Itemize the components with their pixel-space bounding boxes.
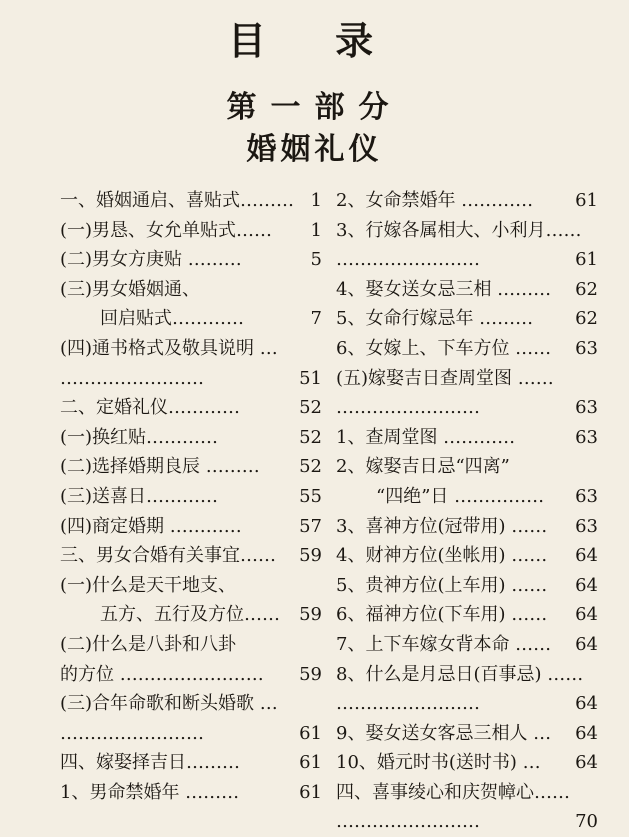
toc-entry-page: 63 — [575, 397, 598, 419]
toc-entry — [60, 423, 322, 453]
toc-entry-page: 59 — [299, 663, 322, 685]
toc-entry-text: 2、女命禁婚年 ………… — [336, 190, 534, 211]
toc-entry — [336, 216, 598, 246]
toc-entry-text: (二)选择婚期良辰 ……… — [60, 456, 260, 478]
toc-entry — [60, 512, 322, 542]
toc-entry — [336, 275, 598, 305]
toc-entry — [336, 423, 598, 453]
toc-entry-text: 5、女命行嫁忌年 ……… — [336, 308, 534, 330]
toc-entry-text: …………………… — [60, 722, 204, 744]
toc-entry — [60, 364, 322, 394]
toc-entry-text: (三)合年命歌和断头婚歌 … — [60, 693, 278, 715]
toc-entry — [336, 304, 598, 334]
toc-entry-page: 63 — [575, 426, 598, 448]
toc-entry — [336, 364, 598, 394]
toc-entry — [60, 630, 322, 660]
chapter-heading: 婚姻礼仪 — [246, 132, 383, 167]
toc-entry-page: 52 — [299, 456, 322, 478]
toc-entry-page: 59 — [299, 604, 322, 626]
toc-entry-text: 1、男命禁婚年 ……… — [60, 781, 240, 803]
part-heading: 第一部分 — [226, 90, 403, 125]
toc-entry-text: 4、娶女送女忌三相 ……… — [336, 278, 552, 300]
toc-entry-text: “四绝”日 …………… — [376, 485, 545, 507]
toc-entry — [60, 689, 322, 719]
toc-entry-text: (三)送喜日………… — [60, 485, 219, 507]
toc-entry-text: 6、福神方位(下车用) …… — [336, 604, 548, 626]
toc-entry — [60, 452, 322, 482]
toc-entry-text: 二、定婚礼仪………… — [60, 397, 240, 419]
toc-entry — [60, 482, 322, 512]
toc-entry-text: (一)换红贴………… — [60, 426, 219, 448]
toc-entry-text: 3、喜神方位(冠带用) …… — [336, 515, 548, 537]
toc-entry-page: 61 — [299, 722, 322, 744]
toc-entry-text: 6、女嫁上、下车方位 …… — [336, 337, 552, 359]
toc-entry-page: 70 — [575, 811, 598, 833]
toc-entry-text: 三、男女合婚有关事宜…… — [60, 545, 276, 567]
toc-entry-page: 63 — [575, 337, 598, 359]
toc-entry-page: 57 — [299, 515, 322, 537]
toc-entry — [60, 748, 322, 778]
toc-entry — [336, 600, 598, 630]
toc-entry — [60, 304, 322, 334]
toc-entry-page: 62 — [575, 308, 598, 330]
toc-entry — [336, 807, 598, 837]
toc-entry-page: 1 — [310, 219, 322, 241]
toc-entry-page: 64 — [575, 633, 598, 655]
toc-entry — [60, 334, 322, 364]
toc-entry-page: 62 — [575, 278, 598, 300]
toc-entry-text: …………………… — [336, 249, 480, 271]
toc-entry-text: (一)男恳、女允单贴式…… — [60, 219, 273, 241]
toc-entry-text: 2、嫁娶吉日忌“四离” — [336, 456, 510, 478]
toc-entry-text: (五)嫁娶吉日查周堂图 …… — [336, 367, 554, 389]
toc-entry-text: …………………… — [336, 693, 480, 715]
toc-entry — [336, 541, 598, 571]
toc-entry — [336, 778, 598, 808]
toc-entry-text: 四、嫁娶择吉日……… — [60, 752, 240, 774]
toc-entry-text: …………………… — [336, 811, 480, 833]
toc-entry — [336, 660, 598, 690]
toc-entry — [60, 600, 322, 630]
toc-entry-page: 61 — [575, 190, 598, 211]
toc-entry-text: (四)商定婚期 ………… — [60, 515, 242, 537]
toc-entry — [60, 778, 322, 808]
toc-entry-page: 64 — [575, 545, 598, 567]
toc-entry — [336, 689, 598, 719]
toc-entry-page: 63 — [575, 485, 598, 507]
toc-entry-text: (一)什么是天干地支、 — [60, 574, 237, 596]
toc-entry — [60, 571, 322, 601]
toc-entry-page: 59 — [299, 545, 322, 567]
toc-right-column — [336, 186, 598, 837]
toc-entry-page: 64 — [575, 693, 598, 715]
toc-entry-text: 8、什么是月忌日(百事忌) …… — [336, 663, 584, 685]
toc-entry-page: 5 — [310, 249, 322, 271]
toc-entry-text: 的方位 …………………… — [60, 663, 264, 685]
toc-entry — [60, 275, 322, 305]
toc-entry-page: 64 — [575, 604, 598, 626]
toc-entry-page: 61 — [299, 781, 322, 803]
toc-entry-page: 64 — [575, 722, 598, 744]
toc-entry-text: 4、财神方位(坐帐用) …… — [336, 545, 548, 567]
toc-entry — [336, 186, 598, 216]
page-title: 目 录 — [227, 18, 402, 63]
toc-entry — [60, 216, 322, 246]
toc-entry-text: 5、贵神方位(上车用) …… — [336, 574, 548, 596]
toc-entry-text: 回启贴式………… — [100, 308, 244, 330]
toc-entry-text: 3、行嫁各属相大、小利月…… — [336, 219, 582, 241]
toc-entry-text: (三)男女婚姻通、 — [60, 278, 201, 300]
toc-entry-page: 52 — [299, 397, 322, 419]
toc-entry — [60, 186, 322, 216]
toc-entry — [60, 393, 322, 423]
toc-entry-text: (二)什么是八卦和八卦 — [60, 633, 237, 655]
toc-entry-text: 四、喜事绫心和庆贺幛心…… — [336, 781, 570, 803]
toc-entry-page: 63 — [575, 515, 598, 537]
toc-entry — [336, 393, 598, 423]
toc-entry-text: 7、上下车嫁女背本命 …… — [336, 633, 552, 655]
toc-entry-page: 64 — [575, 752, 598, 774]
toc-entry-page: 64 — [575, 574, 598, 596]
toc-entry — [336, 719, 598, 749]
toc-entry — [60, 719, 322, 749]
toc-entry — [336, 452, 598, 482]
toc-entry — [60, 245, 322, 275]
toc-entry-text: (四)通书格式及敬具说明 … — [60, 337, 278, 359]
toc-entry-page: 1 — [310, 190, 322, 211]
toc-entry-page: 61 — [299, 752, 322, 774]
toc-entry — [336, 571, 598, 601]
toc-entry — [60, 541, 322, 571]
toc-entry — [336, 748, 598, 778]
toc-entry-page: 52 — [299, 426, 322, 448]
toc-entry-page: 51 — [299, 367, 322, 389]
toc-entry-text: 10、婚元时书(送时书) … — [336, 752, 541, 774]
toc-entry-page: 61 — [575, 249, 598, 271]
toc-entry-text: 五方、五行及方位…… — [100, 604, 280, 626]
toc-entry-text: …………………… — [336, 397, 480, 419]
toc-entry — [336, 334, 598, 364]
toc-entry-text: (二)男女方庚贴 ……… — [60, 249, 242, 271]
toc-entry — [336, 482, 598, 512]
toc-entry-text: 1、查周堂图 ………… — [336, 426, 516, 448]
toc-left-column — [60, 186, 322, 807]
toc-entry — [336, 630, 598, 660]
toc-entry-text: …………………… — [60, 367, 204, 389]
toc-entry — [336, 245, 598, 275]
toc-entry-page: 55 — [299, 485, 322, 507]
toc-entry — [60, 660, 322, 690]
toc-entry-text: 一、婚姻通启、喜贴式……… — [60, 190, 294, 211]
toc-entry — [336, 512, 598, 542]
toc-entry-text: 9、娶女送女客忌三相人 … — [336, 722, 552, 744]
toc-entry-page: 7 — [310, 308, 322, 330]
